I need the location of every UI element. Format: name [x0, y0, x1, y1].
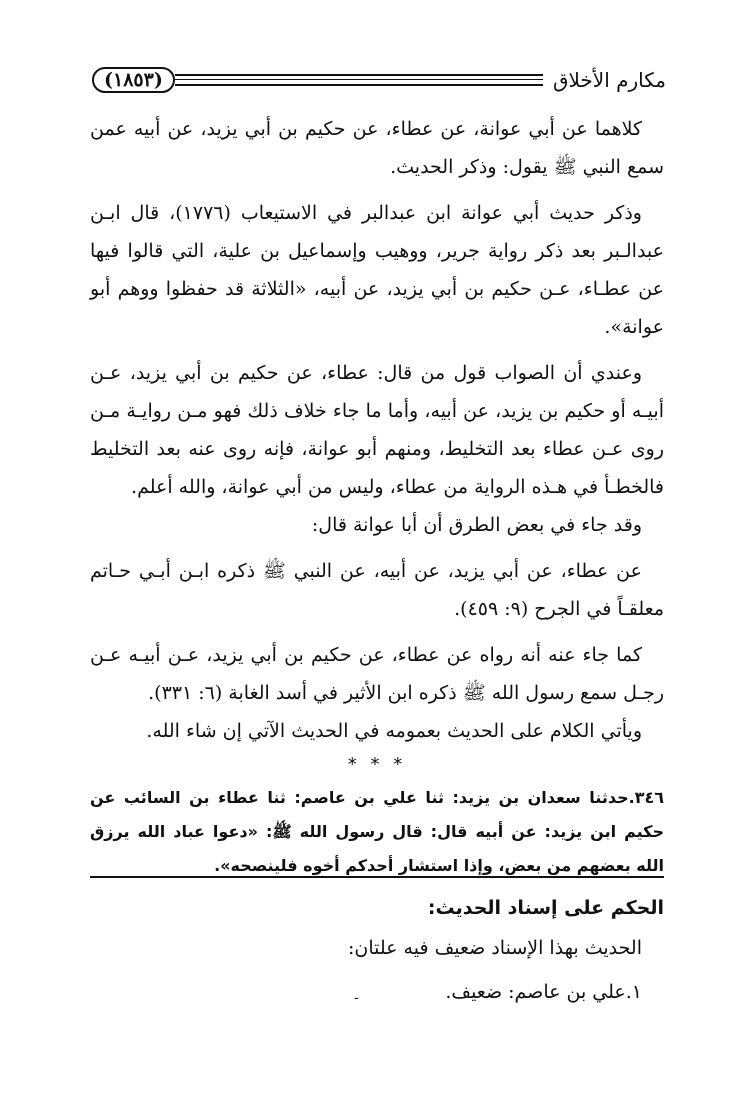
paragraph: ويأتي الكلام على الحديث بعمومه في الحديث الآتي إن شاء الله. [146, 720, 642, 742]
section-divider [90, 876, 664, 878]
ruling-section [90, 890, 664, 1014]
paragraph: كلاهما عن أبي عوانة، عن عطاء، عن حكيم بن أبي يزيد، عن أبيه عمن سمع النبي ﷺ يقول: وذكر الحديث. [90, 118, 664, 178]
paragraph: وقد جاء في بعض الطرق أن أبا عوانة قال: [311, 514, 642, 536]
page-header [92, 62, 666, 98]
paragraph: وعندي أن الصواب قول من قال: عطاء، عن حكيم بن أبي يزيد، عـن أبيـه أو حكيم بن يزيد، عن أبيه، وأما ما جاء خلاف ذلك فهو مـن روايـة مـن روى عـن عطاء بعد التخليط، ومنهم أبو عوانة، فإنه روى عنه بعد التخليط فالخطـأ في هـذه الرواية من عطاء، وليس من أبي عوانة، والله أعلم. [90, 362, 664, 498]
hadith-text: ٣٤٦.حدثنا سعدان بن يزيد: ثنا علي بن عاصم: ثنا عطاء بن السائب عن حكيم ابن يزيد: عن أبيه قال: قال رسول الله ﷺ: «دعوا عباد الله يرزق الله بعضهم من بعض، وإذا استشار أحدكم أخوه فلينصحه». [90, 788, 664, 875]
list-item: ١.علي بن عاصم: ضعيف. [445, 981, 642, 1003]
section-title: الحكم على إسناد الحديث: [427, 897, 664, 919]
main-text [90, 110, 664, 883]
section-stars: * * * [347, 754, 407, 775]
paragraph: وذكر حديث أبي عوانة ابن عبدالبر في الاستيعاب (١٧٧٦)، قال ابـن عبدالـبر بعد ذكر رواية جرير، ووهيب وإسماعيل بن علية، التي قالوا فيها عن عطـاء، عـن حكيم بن أبي يزيد، عن أبيه، «الثلاثة قد حفظوا ووهم أبو عوانة». [90, 202, 664, 338]
header-rule [175, 74, 543, 86]
ruling-intro: الحديث بهذا الإسناد ضعيف فيه علتان: [348, 937, 642, 959]
paragraph: عن عطاء، عن أبي يزيد، عن أبيه، عن النبي ﷺ ذكره ابـن أبـي حـاتم معلقـاً في الجرح (٩: ٤٥٩). [90, 560, 664, 620]
page-number: (١٨٥٣) [92, 67, 175, 93]
paragraph: كما جاء عنه أنه رواه عن عطاء، عن حكيم بن أبي يزيد، عـن أبيـه عـن رجـل سمع رسول الله ﷺ ذكره ابن الأثير في أسد الغابة (٦: ٣٣١). [90, 644, 664, 704]
stray-mark: - [354, 990, 359, 1006]
book-title: مكارم الأخلاق [552, 68, 666, 92]
